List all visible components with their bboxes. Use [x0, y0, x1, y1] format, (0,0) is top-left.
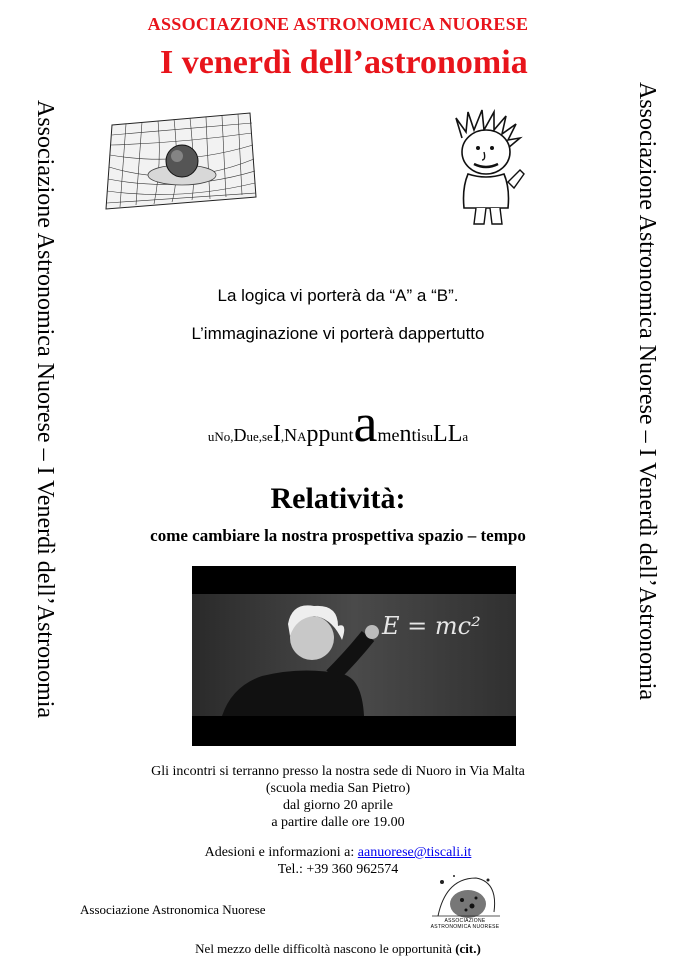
- einstein-blackboard-photo: [192, 566, 516, 746]
- logo-text: ASSOCIAZIONE ASTRONOMICA NUORESE: [430, 918, 500, 930]
- appointments-fragment: I: [272, 421, 281, 447]
- appointments-fragment: pp: [306, 421, 331, 447]
- appointments-fragment: ,: [280, 429, 285, 444]
- vertical-text-left: Associazione Astronomica Nuorese – I Venerdì dell’Astronomia: [32, 100, 58, 719]
- motto-cit: (cit.): [455, 941, 481, 956]
- appointments-fragment: se: [262, 429, 273, 444]
- quote-imagination: L’immaginazione vi porterà dappertutto: [191, 324, 485, 343]
- footer-org: Associazione Astronomica Nuorese: [80, 902, 266, 917]
- footer-motto: [0, 941, 676, 957]
- appointments-line: [0, 393, 676, 453]
- motto-text: Nel mezzo delle difficoltà nascono le opportunità: [195, 941, 452, 956]
- appointments-fragment: ue,: [246, 429, 262, 444]
- topic-subtitle: come cambiare la nostra prospettiva spazio – tempo: [150, 526, 526, 545]
- appointments-fragment: me: [377, 425, 400, 445]
- appointments-fragment: D: [233, 425, 247, 445]
- info-location: Gli incontri si terranno presso la nostra sede di Nuoro in Via Malta: [151, 764, 525, 779]
- appointments-fragment: A: [297, 429, 307, 444]
- info-time: a partire dalle ore 19.00: [271, 815, 405, 830]
- email-link[interactable]: aanuorese@tiscali.it: [357, 845, 472, 860]
- info-school: (scuola media San Pietro): [265, 781, 411, 796]
- formula-text: E = mc²: [382, 612, 481, 640]
- appointments-fragment: n: [399, 421, 412, 447]
- org-header: ASSOCIAZIONE ASTRONOMICA NUORESE: [147, 14, 529, 34]
- appointments-fragment: a: [353, 393, 378, 453]
- sphere: [166, 145, 198, 177]
- appointments-fragment: LL: [433, 421, 463, 447]
- appointments-fragment: su: [421, 429, 434, 444]
- spacetime-curvature-image: [100, 105, 260, 215]
- appointments-fragment: unt: [330, 425, 354, 445]
- info-start-date: dal giorno 20 aprile: [282, 798, 394, 813]
- topic-title: Relatività:: [270, 482, 406, 515]
- appointments-fragment: a: [462, 429, 469, 444]
- appointments-fragment: N: [284, 425, 298, 445]
- info-contact: [0, 845, 676, 861]
- quote-logic: La logica vi porterà da “A” a “B”.: [217, 286, 459, 305]
- event-title: I venerdì dell’astronomia: [160, 44, 528, 81]
- appointments-fragment: uNo,: [207, 429, 234, 444]
- vertical-text-right: Associazione Astronomica Nuorese – I Venerdì dell’Astronomia: [634, 82, 660, 701]
- info-phone: Tel.: +39 360 962574: [277, 862, 399, 877]
- contact-label: Adesioni e informazioni a:: [204, 845, 358, 860]
- appointments-fragment: ti: [411, 425, 422, 445]
- einstein-cartoon-image: [432, 108, 538, 230]
